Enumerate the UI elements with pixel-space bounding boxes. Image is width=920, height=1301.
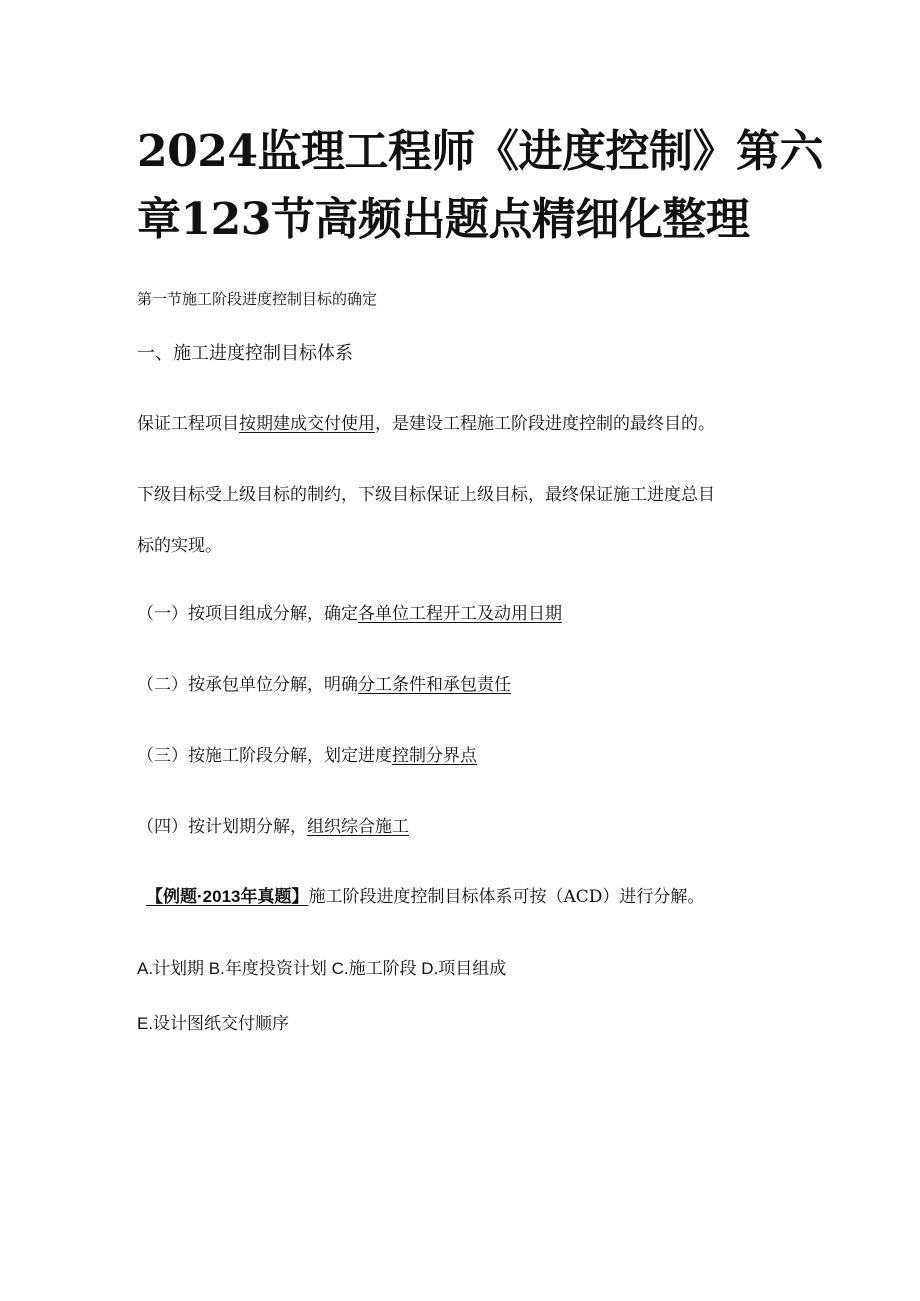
list-item-text: （四）按计划期分解， bbox=[137, 817, 307, 837]
example-tag: 【例题·2013年真题】 bbox=[146, 887, 309, 906]
underlined-key-phrase: 按期建成交付使用 bbox=[239, 414, 375, 434]
example-question bbox=[146, 885, 704, 909]
section-title: 第一节施工阶段进度控制目标的确定 bbox=[137, 290, 378, 308]
options-line-1: A.计划期 B.年度投资计划 C.施工阶段 D.项目组成 bbox=[137, 959, 507, 978]
title-line-2: 章123节高频出题点精细化整理 bbox=[137, 194, 750, 245]
list-item-text: （三）按施工阶段分解，划定进度 bbox=[137, 746, 392, 766]
paragraph-text: 保证工程项目 bbox=[137, 414, 239, 434]
underlined-key-phrase: 分工条件和承包责任 bbox=[358, 675, 511, 695]
heading-target-system: 一、施工进度控制目标体系 bbox=[137, 343, 353, 364]
paragraph-hierarchy-line-2: 标的实现。 bbox=[137, 536, 222, 556]
underlined-key-phrase: 各单位工程开工及动用日期 bbox=[358, 604, 562, 624]
title-line-1: 2024监理工程师《进度控制》第六 bbox=[137, 126, 823, 177]
example-text: 施工阶段进度控制目标体系可按（ACD）进行分解。 bbox=[308, 887, 705, 907]
paragraph-text: ，是建设工程施工阶段进度控制的最终目的。 bbox=[375, 414, 715, 434]
underlined-key-phrase: 组织综合施工 bbox=[307, 817, 409, 837]
list-item-2 bbox=[137, 673, 511, 697]
list-item-3 bbox=[137, 744, 477, 768]
paragraph-hierarchy-line-1: 下级目标受上级目标的制约，下级目标保证上级目标，最终保证施工进度总目 bbox=[137, 485, 715, 505]
list-item-4 bbox=[137, 815, 409, 839]
options-line-2: E.设计图纸交付顺序 bbox=[137, 1014, 290, 1033]
list-item-text: （一）按项目组成分解，确定 bbox=[137, 604, 358, 624]
list-item-text: （二）按承包单位分解，明确 bbox=[137, 675, 358, 695]
document-title bbox=[137, 118, 823, 254]
list-item-1 bbox=[137, 602, 562, 626]
paragraph-final-goal bbox=[137, 412, 715, 436]
underlined-key-phrase: 控制分界点 bbox=[392, 746, 477, 766]
